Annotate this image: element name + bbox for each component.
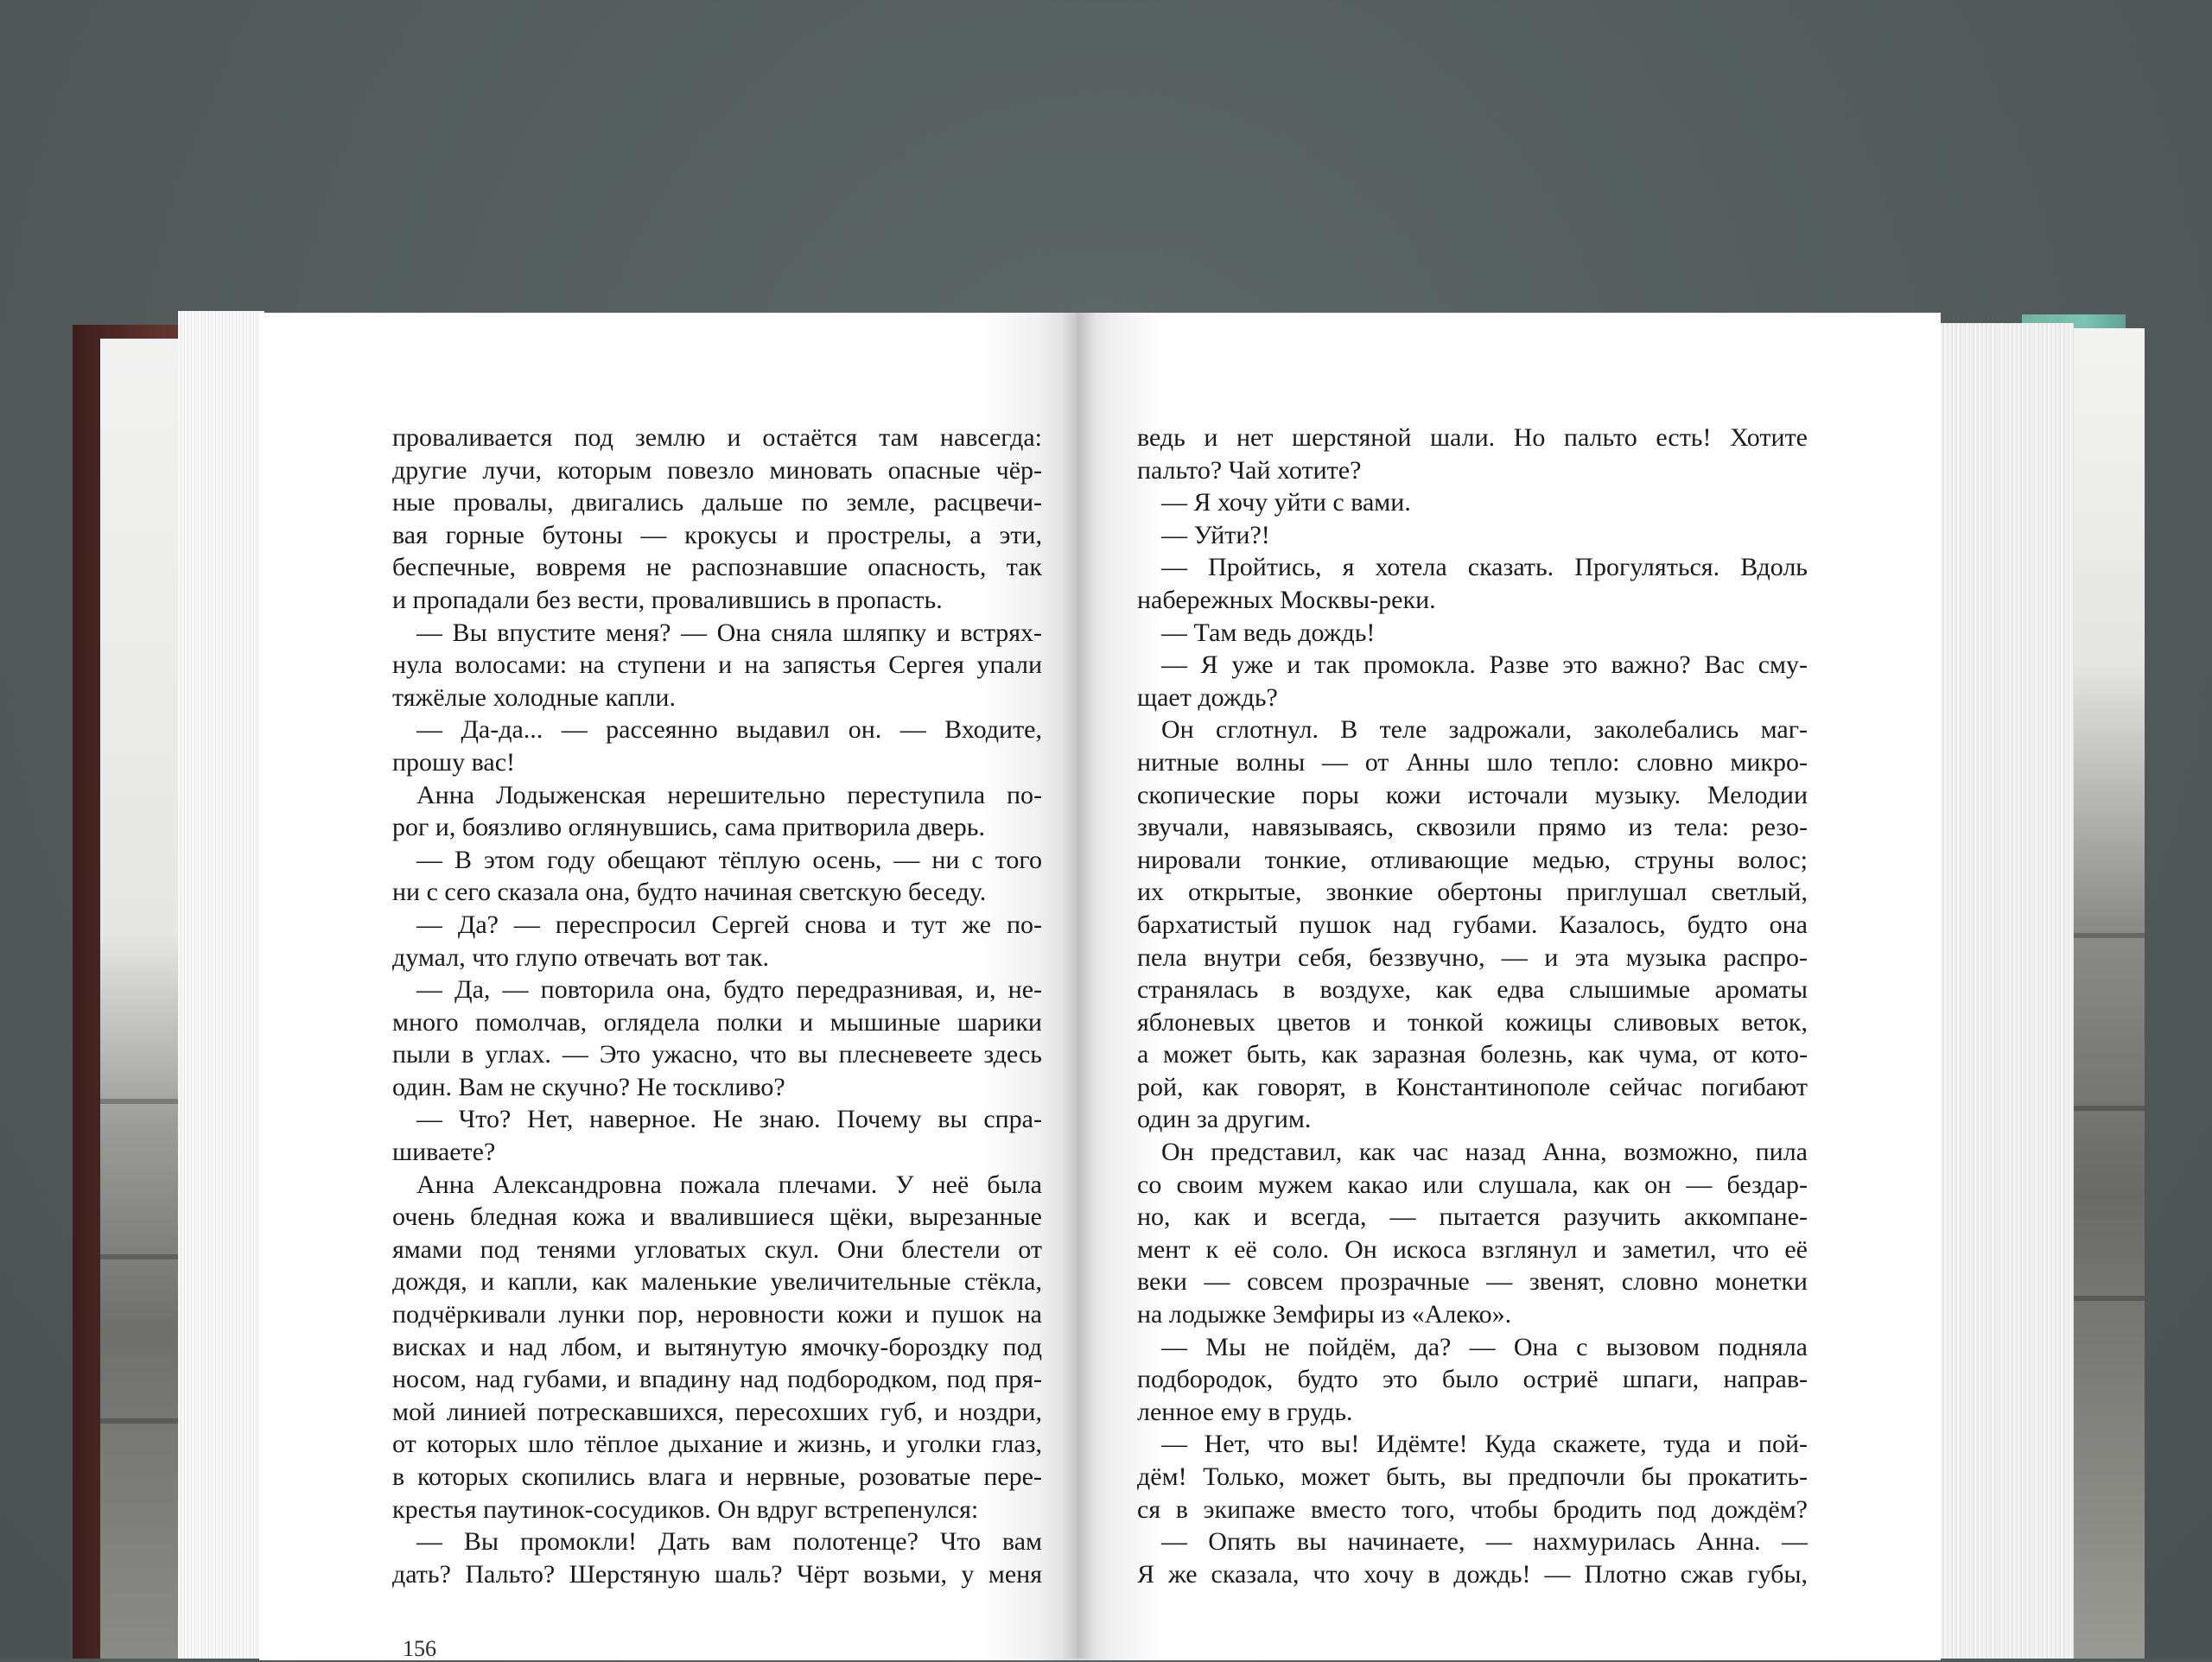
text-line: беспечные, вовремя не распознавшие опасность, так: [392, 553, 1042, 582]
text-line: Анна Александровна пожала плечами. У неё была: [416, 1170, 1042, 1199]
text-line: рой, как говорят, в Константинополе сейчас погибают: [1137, 1072, 1808, 1101]
text-line: подчёркивали лунки пор, неровности кожи и пушок на: [392, 1300, 1042, 1329]
text-line: — В этом году обещают тёплую осень, — ни с того: [416, 845, 1042, 874]
text-line: щает дождь?: [1137, 682, 1278, 712]
text-line: дождя, и капли, как маленькие увеличительные стёкла,: [392, 1267, 1042, 1297]
text-line: носом, над губами, и впадину над подбородком, под пря-: [392, 1365, 1042, 1394]
text-line: — Да, — повторила она, будто передразнивая, и, не-: [416, 975, 1042, 1005]
text-line: — Там ведь дождь!: [1161, 618, 1376, 647]
text-line: бархатистый пушок над губами. Казалось, будто она: [1137, 910, 1808, 939]
book-gutter-shadow: [1061, 313, 1096, 1659]
text-line: тяжёлые холодные капли.: [392, 682, 676, 712]
text-line: веки — совсем прозрачные — звенят, словно монетки: [1137, 1267, 1808, 1297]
left-page-text: [392, 422, 1042, 1590]
text-line: на лодыжке Земфиры из «Алеко».: [1137, 1300, 1512, 1329]
text-line: набережных Москвы-реки.: [1137, 585, 1436, 614]
text-line: нировали тонкие, отливающие медью, струны волос;: [1137, 845, 1808, 874]
text-line: — Опять вы начинаете, — нахмурилась Анна. —: [1161, 1527, 1808, 1557]
page-stack-left: [178, 311, 264, 1659]
text-line: Я же сказала, что хочу в дождь! — Плотно сжав губы,: [1137, 1559, 1808, 1589]
text-line: прошу вас!: [392, 747, 516, 777]
text-line: а может быть, как заразная болезнь, как чума, от кото-: [1137, 1040, 1808, 1069]
text-line: подбородок, будто это было остриё шпаги, направ-: [1137, 1365, 1808, 1394]
text-line: — Вы впустите меня? — Она сняла шляпку и встрях-: [416, 618, 1042, 647]
text-line: другие лучи, которым повезло миновать опасные чёр-: [392, 455, 1042, 485]
text-line: яблоневых цветов и тонкой кожицы сливовых веток,: [1137, 1007, 1808, 1037]
text-line: нитные волны — от Анны шло тепло: словно микро-: [1137, 747, 1808, 777]
text-line: пела внутри себя, беззвучно, — и эта музыка распро-: [1137, 942, 1808, 972]
text-line: висках и над лбом, и вытянутую ямочку-бороздку под: [392, 1332, 1042, 1361]
text-line: ведь и нет шерстяной шали. Но пальто есть! Хотите: [1137, 423, 1808, 452]
text-line: ни с сего сказала она, будто начиная светскую беседу.: [392, 878, 987, 907]
page-number: 156: [403, 1636, 436, 1661]
text-line: странялась в воздухе, как едва слышимые ароматы: [1137, 975, 1808, 1005]
text-line: ные провалы, двигались дальше по земле, расцвечи-: [392, 488, 1042, 517]
text-line: один. Вам не скучно? Не тоскливо?: [392, 1072, 785, 1101]
text-line: — Уйти?!: [1161, 520, 1270, 549]
text-line: — Вы промокли! Дать вам полотенце? Что вам: [416, 1527, 1042, 1557]
text-line: — Да-да... — рассеянно выдавил он. — Входите,: [416, 715, 1042, 745]
text-line: дать? Пальто? Шерстяную шаль? Чёрт возьми, у меня: [392, 1559, 1042, 1589]
endpaper-illustration-left: [100, 339, 183, 1659]
text-line: мой линией потрескавшихся, пересохших губ, и ноздри,: [392, 1397, 1042, 1426]
text-line: — Мы не пойдём, да? — Она с вызовом подняла: [1161, 1332, 1808, 1361]
text-line: — Пройтись, я хотела сказать. Прогуляться. Вдоль: [1161, 553, 1808, 582]
text-line: — Что? Нет, наверное. Не знаю. Почему вы спра-: [416, 1105, 1042, 1134]
text-line: мент к её соло. Он искоса взглянул и заметил, что её: [1137, 1234, 1808, 1264]
text-line: со своим мужем какао или слушала, как он — бездар-: [1137, 1170, 1808, 1199]
text-line: ся в экипаже вместо того, чтобы бродить под дождём?: [1137, 1494, 1808, 1524]
text-line: проваливается под землю и остаётся там навсегда:: [392, 423, 1042, 452]
text-line: нула волосами: на ступени и на запястья Сергея упали: [392, 650, 1042, 680]
text-line: ленное ему в грудь.: [1137, 1397, 1353, 1426]
text-line: шиваете?: [392, 1138, 496, 1167]
text-line: Он сглотнул. В теле задрожали, заколебались маг-: [1161, 715, 1808, 745]
text-line: Анна Лодыженская нерешительно переступила по-: [416, 780, 1042, 809]
text-line: один за другим.: [1137, 1105, 1312, 1134]
page-stack-right: [1936, 323, 2074, 1659]
text-line: рог и, боязливо оглянувшись, сама притворила дверь.: [392, 813, 985, 842]
text-line: пальто? Чай хотите?: [1137, 455, 1362, 485]
text-line: в которых скопились влага и нервные, розоватые пере-: [392, 1462, 1042, 1491]
text-line: крестья паутинок-сосудиков. Он вдруг встрепенулся:: [392, 1494, 979, 1524]
text-line: их открытые, звонкие обертоны приглушал светлый,: [1137, 878, 1808, 907]
text-line: дём! Только, может быть, вы предпочли бы прокатить-: [1137, 1462, 1808, 1491]
text-line: скопические поры кожи источали музыку. Мелодии: [1137, 780, 1808, 809]
endpaper-illustration-right: [2072, 328, 2145, 1659]
text-line: вая горные бутоны — крокусы и прострелы, а эти,: [392, 520, 1042, 549]
text-line: но, как и всегда, — пытается разучить аккомпане-: [1137, 1202, 1808, 1232]
text-line: ямами под тенями угловатых скул. Они блестели от: [392, 1234, 1042, 1264]
text-line: от которых шло тёплое дыхание и жизнь, и уголки глаз,: [392, 1430, 1042, 1459]
text-line: думал, что глупо отвечать вот так.: [392, 942, 770, 972]
text-line: Он представил, как час назад Анна, возможно, пила: [1161, 1138, 1808, 1167]
text-line: звучали, навязываясь, сквозили прямо из тела: резо-: [1137, 813, 1808, 842]
text-line: — Я уже и так промокла. Разве это важно? Вас сму-: [1161, 650, 1808, 680]
text-line: много помолчав, оглядела полки и мышиные шарики: [392, 1007, 1042, 1037]
text-line: пыли в углах. — Это ужасно, что вы плесневеете здесь: [392, 1040, 1042, 1069]
text-line: — Нет, что вы! Идёмте! Куда скажете, туда и пой-: [1161, 1430, 1808, 1459]
text-line: очень бледная кожа и ввалившиеся щёки, вырезанные: [392, 1202, 1042, 1232]
text-line: и пропадали без вести, провалившись в пропасть.: [392, 585, 943, 614]
right-page-text: [1137, 422, 1808, 1590]
text-line: — Я хочу уйти с вами.: [1161, 488, 1411, 517]
text-line: — Да? — переспросил Сергей снова и тут же по-: [416, 910, 1042, 939]
